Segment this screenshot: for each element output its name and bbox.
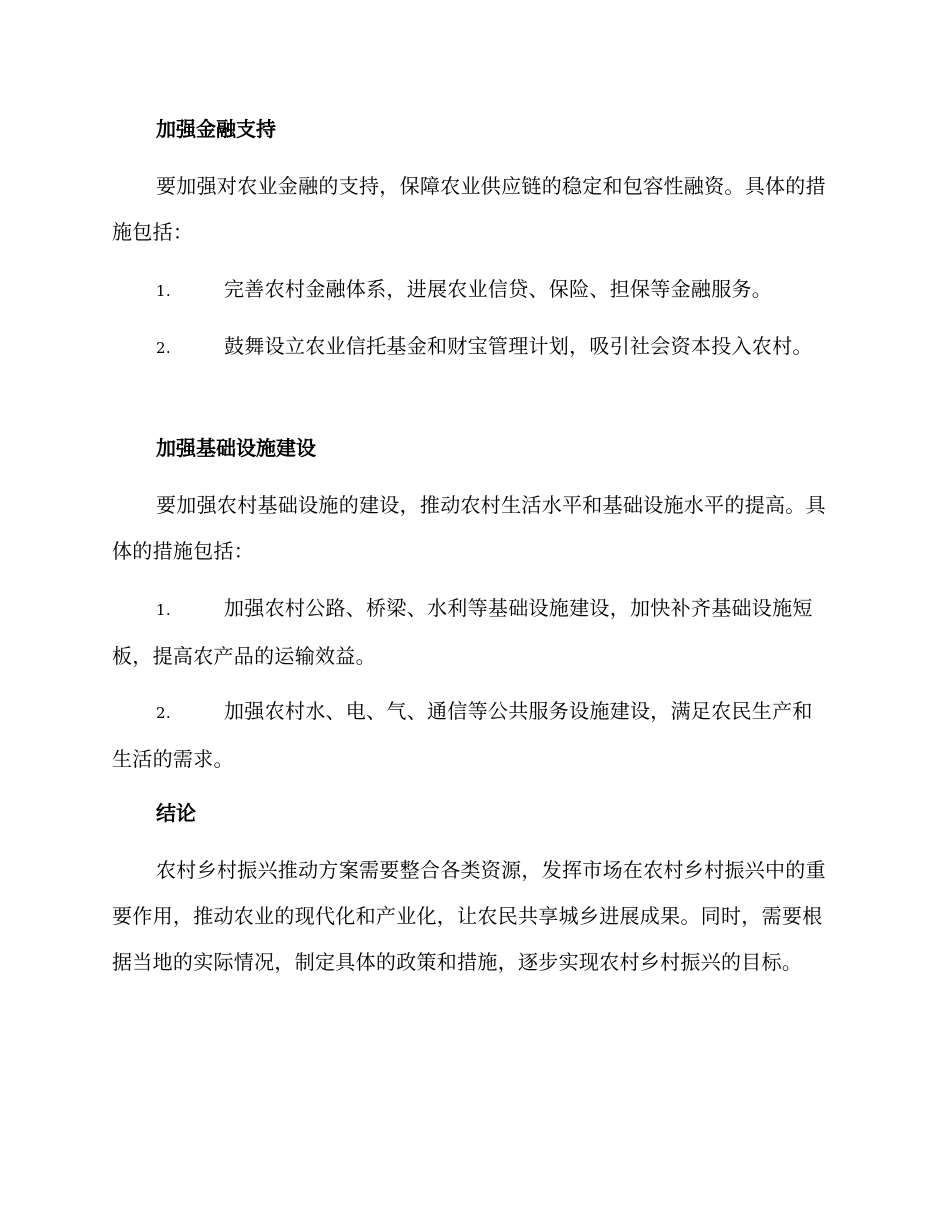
list-number: 1. (156, 601, 171, 619)
list-item (112, 323, 832, 371)
list-item (112, 266, 832, 314)
list-number: 2. (156, 704, 171, 722)
section-body-conclusion: 农村乡村振兴推动方案需要整合各类资源，发挥市场在农村乡村振兴中的重要作用，推动农业的现代化和产业化，让农民共享城乡进展成果。同时，需要根据当地的实际情况，制定具体的政策和措施，逐步实现农村乡村振兴的目标。 (112, 858, 826, 974)
section-intro-finance: 要加强对农业金融的支持，保障农业供应链的稳定和包容性融资。具体的措施包括： (112, 174, 826, 244)
list-item-text: 鼓舞设立农业信托基金和财宝管理计划，吸引社会资本投入农村。 (224, 334, 813, 358)
list-item-text: 加强农村公路、桥梁、水利等基础设施建设，加快补齐基础设施短板，提高农产品的运输效益。 (112, 596, 813, 668)
section-heading-conclusion: 结论 (156, 801, 196, 825)
list-number: 2. (156, 339, 171, 357)
list-number: 1. (156, 282, 171, 300)
list-item-text: 完善农村金融体系，进展农业信贷、保险、担保等金融服务。 (224, 277, 773, 301)
list-item-text: 加强农村水、电、气、通信等公共服务设施建设，满足农民生产和生活的需求。 (112, 699, 813, 771)
list-item (112, 585, 832, 679)
list-item (112, 688, 832, 782)
section-heading-infrastructure: 加强基础设施建设 (156, 436, 316, 460)
section-intro-infrastructure: 要加强农村基础设施的建设，推动农村生活水平和基础设施水平的提高。具体的措施包括： (112, 493, 826, 563)
section-heading-finance: 加强金融支持 (156, 117, 276, 141)
